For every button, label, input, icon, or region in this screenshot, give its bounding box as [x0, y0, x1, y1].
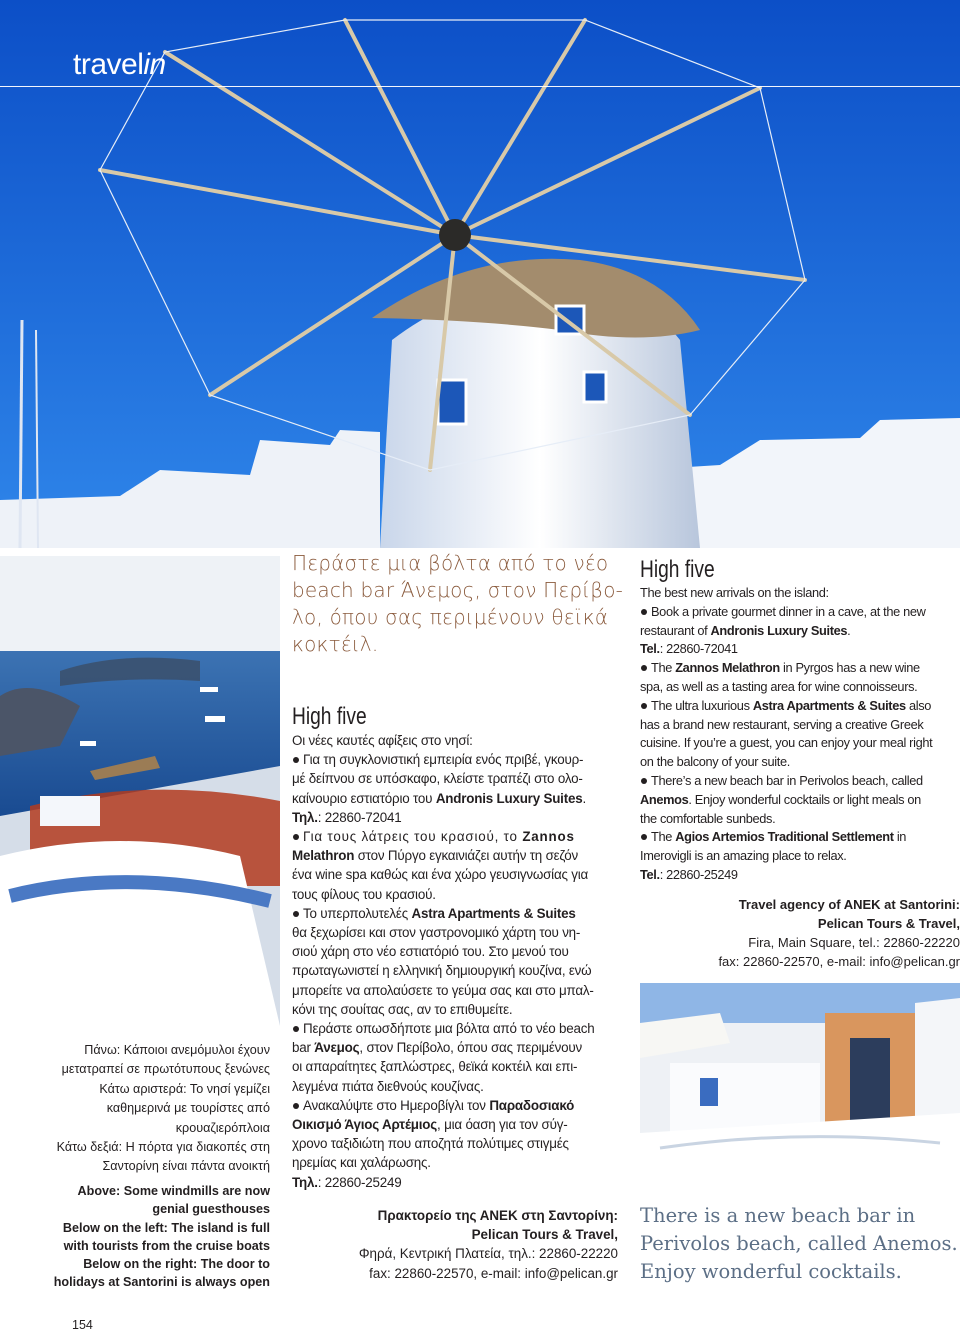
bullet-icon: [641, 703, 647, 709]
door-terrace-photo: [640, 983, 960, 1185]
bullet-icon: [293, 834, 299, 840]
bullet-icon: [641, 834, 647, 840]
english-agency-info: Travel agency of ANEK at Santorini: Pelican Tours & Travel, Fira, Main Square, tel.: 22860-22220 fax: 22860-22570, e-mail: info@pelican.gr: [718, 897, 960, 969]
bullet-icon: [641, 609, 647, 615]
bullet-icon: [293, 1026, 299, 1032]
bullet-icon: [641, 665, 647, 671]
bullet-icon: [293, 1103, 299, 1109]
bullet-icon: [641, 778, 647, 784]
hero-windmill-photo: [0, 0, 960, 548]
pull-quote-greek: Περάστε μια βόλτα από το νέο beach bar Άνεμος, στον Περίβο- λο, όπου σας περιμένουν θεϊκά κοκτέιλ.: [292, 551, 624, 656]
caption-english: Above: Some windmills are now genial guesthouses Below on the left: The island is full with tourists from the cruise boats Below on the right: The door to holidays at Santorini is always open: [53, 1184, 270, 1290]
brand-logo: travelin: [73, 48, 166, 81]
cruise-ships-photo: [0, 556, 280, 1026]
greek-body: Οι νέες καυτές αφίξεις στο νησί: Για τη συγκλονιστική εμπειρία ενός πριβέ, γκουρ- μέ δείπνου σε υπόσκαφο, κλείστε τραπέζι στο ολο- καίνουριο εστιατόριο του Andronis Luxury Suites. Τηλ.: 22860-72041 Για τους λάτρεις του κρασιού, το Zannos Melathron στον Πύργο εγκαινιάζει αυτήν τη σεζόν ένα wine spa καθώς και ένα χώρο γευσιγνωσίας για τους φίλους του κρασιού. Το υπερπολυτελές Astra Apartments & Suites θα ξεχωρίσει και στον γαστρονομικό χάρτη του νη- σιού χάρη στο νέο εστιατόριό του. Στο μενού του πρωταγωνιστεί η ελληνική δημιουργική κουζίνα, ενώ μπορείτε να απολαύσετε το γεύμα σας και στο μπαλ- κόνι της σουίτας σας, αν το επιθυμείτε. Περάστε οπωσδήποτε μια βόλτα από το νέο beach bar Άνεμος, στον Περίβολο, όπου σας περιμένουν οι απαραίτητες ξαπλώστρες, θεϊκά κοκτέιλ και επι- λεγμένα πιάτα διεθνούς κουζίνας. Ανακαλύψτε στο Ημεροβίγλι τον Παραδοσιακό Οικισμό Άγιος Αρτέμιος, μια όαση για τον σύγ- χρονο ταξιδιώτη που αποζητά πολύτιμες στιγμές ηρεμίας και χαλάρωσης. Τηλ.: 22860-25249: [292, 733, 595, 1190]
page-number: 154: [72, 1318, 93, 1332]
caption-greek: Πάνω: Κάποιοι ανεμόμυλοι έχουν μετατραπεί σε πρωτότυπους ξενώνες Κάτω αριστερά: Το νησί γεμίζει καθημερινά με τουρίστες από κρουαζιερόπλοια Κάτω δεξιά: Η πόρτα για διακοπές στη Σαντορίνη είναι πάντα ανοικτή: [56, 1043, 270, 1174]
bullet-icon: [293, 911, 299, 917]
bullet-icon: [293, 757, 299, 763]
section-title: High five: [640, 556, 715, 583]
english-section: [640, 556, 960, 885]
header-rule: [0, 86, 960, 87]
english-body: The best new arrivals on the island: Book a private gourmet dinner in a cave, at the new restaurant of Andronis Luxury Suites. Tel.: 22860-72041 The Zannos Melathron in Pyrgos has a new wine spa, as well as a tasting area for wine connoisseurs. The ultra luxurious Astra Apartments & Suites also has a brand new restaurant, serving a creative Greek cuisine. If you’re a guest, you can enjoy your meal right on the balcony of your suite. There’s a new beach bar in Perivolos beach, called Anemos. Enjoy wonderful cocktails or light meals on the comfortable sunbeds. The Agios Artemios Traditional Settlement in Imerovigli is an amazing place to relax. Tel.: 22860-25249: [640, 585, 933, 882]
greek-section: [292, 703, 632, 1192]
greek-agency-info: Πρακτορείο της ΑΝΕΚ στη Σαντορίνη: Pelican Tours & Travel, Φηρά, Κεντρική Πλατεία, τηλ.: 22860-22220 fax: 22860-22570, e-mail: info@pelican.gr: [358, 1208, 618, 1281]
pull-quote-english: There is a new beach bar in Perivolos beach, called Anemos. Enjoy wonderful cocktails.: [640, 1204, 958, 1283]
section-title: High five: [292, 703, 367, 730]
